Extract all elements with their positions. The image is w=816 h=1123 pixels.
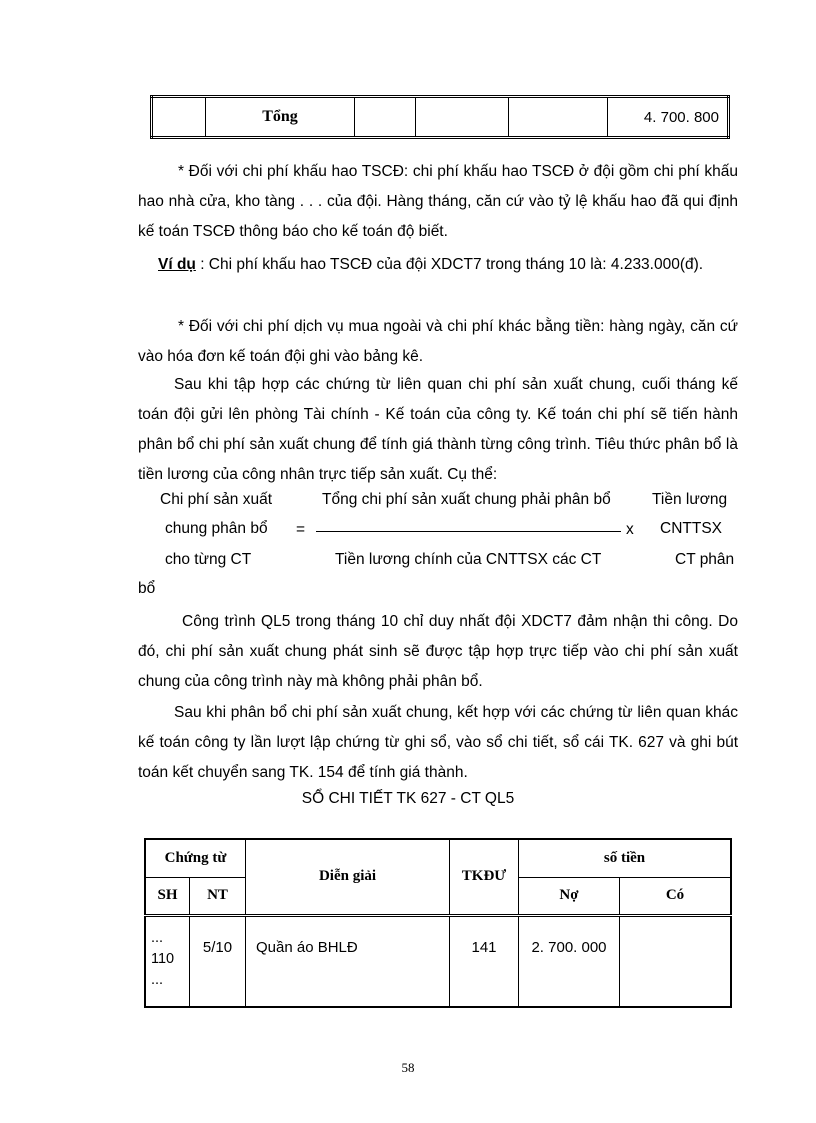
header-dien-giai: Diễn giải [246,839,450,915]
header-sh: SH [145,877,190,915]
formula-times: x [626,521,634,538]
formula-numerator: Tổng chi phí sản xuất chung phải phân bổ [322,491,611,508]
header-chung-tu: Chứng từ [145,839,246,877]
example-text: : Chi phí khấu hao TSCĐ của đội XDCT7 trong tháng 10 là: 4.233.000(đ). [195,256,704,273]
sh-ellipsis-top: ... [151,930,164,947]
fraction-line [316,531,621,532]
table-row [145,915,731,1007]
ledger-table [144,838,732,1008]
summary-table [150,95,730,139]
sh-value: 110 [151,951,175,968]
empty-cell [416,97,509,138]
header-no: Nợ [519,877,620,915]
ledger-title: SỔ CHI TIẾT TK 627 - CT QL5 [301,790,515,807]
formula-right-line2: CNTTSX [660,520,722,537]
paragraph-allocation: Sau khi tập hợp các chứng từ liên quan chi phí sản xuất chung, cuối tháng kế toán đội gửi lên phòng Tài chính - Kế toán của công ty. Kế toán chi phí sẽ tiến hành phân bổ chi phí sản xuất chung để tính giá thành từng công trình. Tiêu thức phân bổ là tiền lương của công nhân trực tiếp sản xuất. Cụ thể: [138,376,738,483]
formula-denominator: Tiền lương chính của CNTTSX các CT [335,551,602,568]
cell-no: 2. 700. 000 [519,915,620,1007]
paragraph-depreciation: * Đối với chi phí khấu hao TSCĐ: chi phí khấu hao TSCĐ ở đội gồm chi phí khấu hao nhà cửa, kho tàng . . . của đội. Hàng tháng, căn cứ vào tỷ lệ khấu hao đã qui định kế toán TSCĐ thông báo cho kế toán độ biết. [138,163,738,240]
header-tkdu: TKĐƯ [450,839,519,915]
ledger-header-row-1 [145,839,731,877]
formula-left-line1: Chi phí sản xuất [160,491,273,508]
empty-cell [509,97,608,138]
paragraph-services: * Đối với chi phí dịch vụ mua ngoài và chi phí khác bằng tiền: hàng ngày, căn cứ vào hóa đơn kế toán đội ghi vào bảng kê. [138,318,738,365]
cell-dien-giai: Quần áo BHLĐ [246,915,450,1007]
empty-cell [355,97,416,138]
paragraph-ledger-intro: Sau khi phân bổ chi phí sản xuất chung, kết hợp với các chứng từ liên quan khác kế toán công ty lần lượt lập chứng từ ghi sổ, vào sổ chi tiết, sổ cái TK. 627 và ghi bút toán kết chuyển sang TK. 154 để tính giá thành. [138,704,738,781]
total-row [152,97,729,138]
header-co: Có [620,877,732,915]
example-label: Ví dụ [158,256,196,273]
cell-nt: 5/10 [190,915,246,1007]
formula-left-line2: chung phân bổ [165,520,268,537]
paragraph-project: Công trình QL5 trong tháng 10 chỉ duy nhất đội XDCT7 đảm nhận thi công. Do đó, chi phí sản xuất chung phát sinh sẽ được tập hợp trực tiếp vào chi phí sản xuất chung của công trình này mà không phải phân bổ. [138,613,738,690]
sh-ellipsis-bottom: ... [151,972,164,989]
cell-tkdu: 141 [450,915,519,1007]
formula-equals: = [296,521,306,538]
total-amount: 4. 700. 800 [608,97,729,138]
formula-right-line1: Tiền lương [652,491,728,508]
header-so-tien: số tiền [519,839,732,877]
paragraph-example [138,250,738,280]
formula-left-line4: bổ [138,580,156,597]
header-nt: NT [190,877,246,915]
total-label: Tổng [206,97,355,138]
cell-sh [145,915,190,1007]
formula-left-line3: cho từng CT [165,551,252,568]
formula-right-line3: CT phân [675,551,735,568]
page-number: 58 [401,1060,415,1075]
empty-cell [152,97,206,138]
cell-co [620,915,732,1007]
